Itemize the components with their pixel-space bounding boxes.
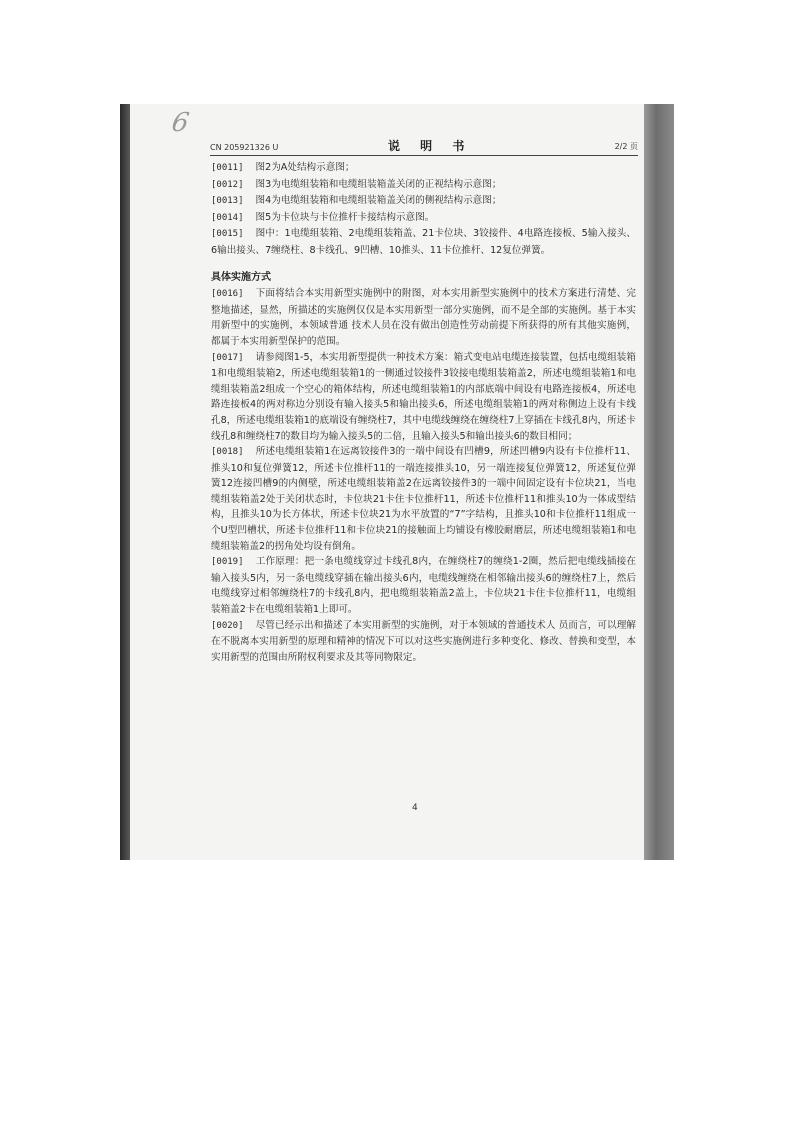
section-heading: 具体实施方式 bbox=[211, 271, 271, 283]
paragraph bbox=[211, 444, 636, 554]
paragraph-text: 请参阅图1-5，本实用新型提供一种技术方案：箱式变电站电缆连接装置，包括电缆组装箱1和电缆组装箱2，所述电缆组装箱1的一侧通过铰接件3铰接电缆组装箱盖2，所述电缆组装箱1和电缆组装箱盖2组成一个空心的箱体结构，所述电缆组装箱1的内部底端中间设有电路连接板4，所述电路连接板4的两对称边分别设有输入接头5和输出接头6，所述电缆组装箱1的两对称侧边上设有卡线孔8，所述电缆组装箱1的底端设有缠绕柱7，其中电缆线缠绕在缠绕柱7上穿插在卡线孔8内，所述卡线孔8和缠绕柱7的数目均为输入接头5的二倍，且输入接头5和输出接头6的数目相同； bbox=[211, 351, 636, 442]
paragraph-number: [0016] bbox=[211, 289, 244, 300]
paragraph bbox=[211, 554, 636, 617]
patent-number: CN 205921326 U bbox=[210, 143, 279, 152]
paragraph bbox=[211, 286, 636, 349]
paragraph-text: 图2为A处结构示意图； bbox=[255, 162, 355, 173]
paragraph bbox=[211, 210, 636, 227]
paragraph-text: 图3为电缆组装箱和电缆组装箱盖关闭的正视结构示意图； bbox=[255, 178, 502, 190]
document-title: 说 明 书 bbox=[388, 139, 473, 153]
scan-edge-right bbox=[644, 104, 674, 860]
paragraph bbox=[211, 177, 636, 194]
paragraph bbox=[211, 618, 636, 666]
paragraph bbox=[211, 160, 636, 177]
paragraph-number: [0018] bbox=[211, 447, 244, 458]
paragraph-number: [0013] bbox=[211, 196, 244, 207]
paragraph-number: [0019] bbox=[211, 557, 244, 568]
paragraph-text: 工作原理：把一条电缆线穿过卡线孔8内，在缠绕柱7的缠绕1-2圈，然后把电缆线插接在输入接头5内，另一条电缆线穿插在输出接头6内，电缆线缠绕在相邻输出接头6的缠绕柱7上，然后电缆线穿过相邻缠绕柱7的卡线孔8内，把电缆组装箱盖2盖上，卡位块21卡住卡位推杆11，电缆组装箱盖2卡在电缆组装箱1上即可。 bbox=[211, 556, 636, 616]
scan-edge-left bbox=[120, 104, 130, 860]
paragraph-text: 图4为电缆组装箱和电缆组装箱盖关闭的侧视结构示意图； bbox=[255, 195, 502, 207]
paragraph-number: [0017] bbox=[211, 352, 244, 363]
paragraph-number: [0011] bbox=[211, 163, 244, 173]
page-header bbox=[210, 137, 638, 156]
paragraph-text: 图5为卡位块与卡位推杆卡接结构示意图。 bbox=[255, 211, 435, 223]
paragraph bbox=[211, 226, 636, 258]
paragraph-number: [0020] bbox=[211, 620, 244, 631]
paragraph-text: 所述电缆组装箱1在远离铰接件3的一端中间设有凹槽9，所述凹槽9内设有卡位推杆11、推头10和复位弹簧12，所述卡位推杆11的一端连接推头10，另一端连接复位弹簧12，所述复位弹簧12连接凹槽9的内侧壁，所述电缆组装箱盖2在远离铰接件3的一端中间固定设有卡位块21，当电缆组装箱盖2处于关闭状态时，卡位块21卡住卡位推杆11，所述卡位推杆11和推头10为一体成型结构，且推头10为长方体状，所述卡位块21为水平放置的“7”字结构，且推头10和卡位推杆11组成一个U型凹槽状，所述卡位推杆11和卡位块21的接触面上均铺设有橡胶耐磨层，所述电缆组装箱1和电缆组装箱盖2的拐角处均设有倒角。 bbox=[211, 446, 636, 552]
handwritten-mark: 6 bbox=[169, 108, 192, 138]
paragraph-number: [0014] bbox=[211, 212, 244, 223]
paragraph-number: [0015] bbox=[211, 229, 244, 240]
paragraph-text: 图中：1电缆组装箱、2电缆组装箱盖、21卡位块、3铰接件、4电路连接板、5输入接头、6输出接头、7缠绕柱、8卡线孔、9凹槽、10推头、11卡位推杆、12复位弹簧。 bbox=[211, 228, 636, 256]
document-body bbox=[211, 160, 636, 665]
paragraph-text: 下面将结合本实用新型实施例中的附图，对本实用新型实施例中的技术方案进行清楚、完整地描述，显然，所描述的实施例仅仅是本实用新型一部分实施例，而不是全部的实施例。基于本实用新型中的实施例，本领域普通 技术人员在没有做出创造性劳动前提下所获得的所有其他实施例，都属于本实用新型保护的范围。 bbox=[211, 288, 636, 347]
paragraph bbox=[211, 193, 636, 210]
page-number: 4 bbox=[412, 803, 418, 813]
paragraph bbox=[211, 350, 636, 445]
paragraph-text: 尽管已经示出和描述了本实用新型的实施例，对于本领域的普通技术人 员而言，可以理解在不脱离本实用新型的原理和精神的情况下可以对这些实施例进行多种变化、修改、替换和变型，本实用新型的范围由所附权利要求及其等同物限定。 bbox=[211, 619, 636, 663]
page-count: 2/2 页 bbox=[614, 142, 638, 151]
paragraph-number: [0012] bbox=[211, 179, 244, 190]
